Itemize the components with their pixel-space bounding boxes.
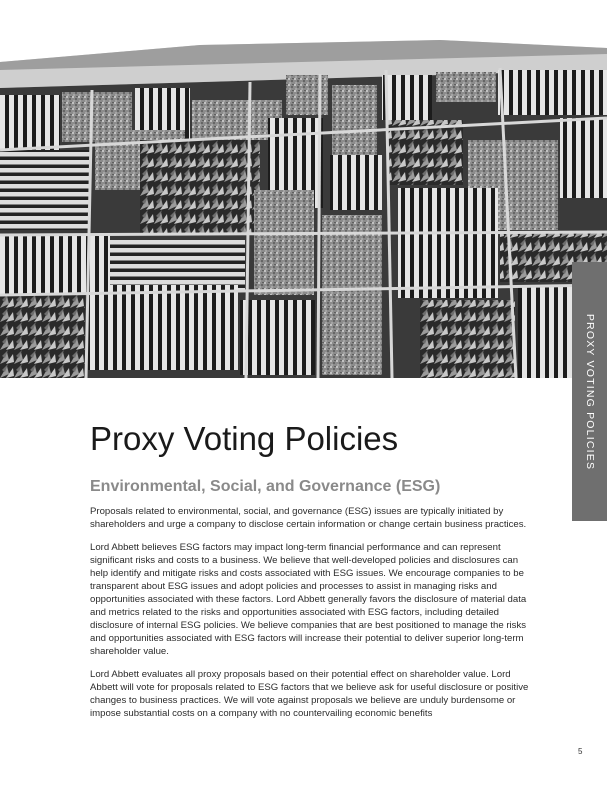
page-number: 5 <box>578 747 583 756</box>
section-side-tab <box>572 262 607 521</box>
paragraph-2: Lord Abbett believes ESG factors may impact long-term financial performance and can represent significant risks and costs to a business. We believe that well-developed policies and disclosures can help identify and mitigate risks and costs associated with ESG issues. We encourage companies to be transparent about ESG issues and adopt policies and processes to assist in managing risks and opportunities associated with these factors. Lord Abbett generally favors the disclosure of material data and metrics related to the risks and opportunities associated with ESG factors, including detailed disclosure of internal ESG policies. We believe companies that are best positioned to manage the risks and opportunities associated with ESG factors will increase their potential to deliver superior long-term shareholder value. <box>90 541 527 658</box>
side-tab-label: PROXY VOTING POLICIES <box>583 313 596 470</box>
page-title: Proxy Voting Policies <box>90 420 399 457</box>
body-text <box>90 505 530 730</box>
building-facade-illustration <box>0 0 607 378</box>
header-photo <box>0 0 607 378</box>
paragraph-3: Lord Abbett evaluates all proxy proposals based on their potential effect on shareholder value. Lord Abbett will vote for proposals related to ESG factors that we believe ask for useful disclosure or positive changes to business practices. We will vote against proposals we believe are unduly burdensome or impose substantial costs on a company with no countervailing economic benefits <box>90 669 529 720</box>
paragraph-1: Proposals related to environmental, social, and governance (ESG) issues are typically initiated by shareholders and urge a company to disclose certain information or change certain business practices. <box>90 506 527 531</box>
section-subtitle: Environmental, Social, and Governance (ESG) <box>90 478 441 495</box>
